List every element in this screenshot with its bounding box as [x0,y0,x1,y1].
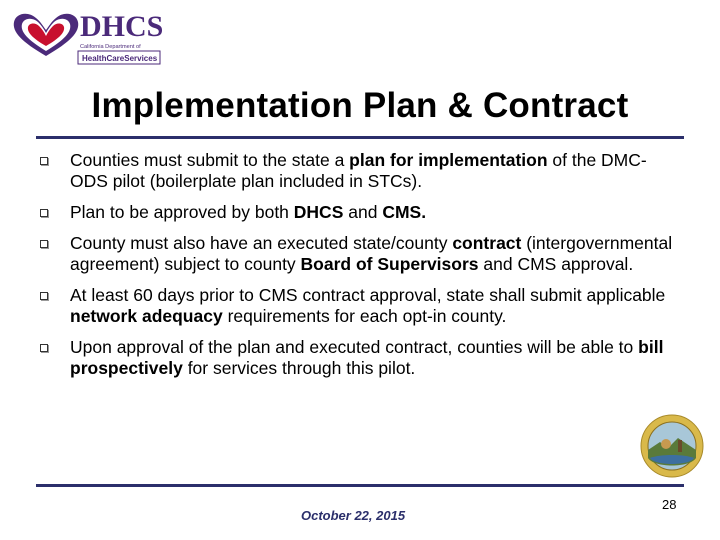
bullet-text-bold: Board of Supervisors [300,254,479,274]
bullet-text-run: and [343,202,383,222]
california-seal-icon [640,414,704,478]
bullet-text [70,202,426,223]
checkbox-bullet-icon [40,344,48,352]
title-divider [36,136,684,139]
bullet-text-run: Counties must submit to the state a [70,150,350,170]
dhcs-heart-logo-icon [10,8,162,66]
checkbox-bullet-icon [40,292,48,300]
bullet-text [70,337,676,379]
checkbox-bullet-icon [40,209,48,217]
bullet-item [36,337,676,379]
bullet-text-run: At least 60 days prior to CMS contract approval, state shall submit applicable [70,285,666,305]
bullet-text-run: for services through this pilot. [182,358,416,378]
bullet-text-bold: contract [452,233,522,253]
bullet-text-bold: bill prospectively [70,337,664,378]
slide-title: Implementation Plan & Contract [91,86,629,125]
checkbox-bullet-icon [40,240,48,248]
bullet-text-run: Upon approval of the plan and executed contract, counties will be able to [70,337,639,357]
bullet-text-run: (intergovernmental agreement) subject to county [70,233,673,274]
svg-text:HealthCareServices: HealthCareServices [82,54,158,63]
page-number: 28 [662,497,677,512]
footer-date: October 22, 2015 [301,508,406,523]
bullet-text-bold: CMS. [382,202,427,222]
bullet-text-run: requirements for each opt-in county. [222,306,507,326]
bullet-text-run: and CMS approval. [478,254,634,274]
bullet-item [36,285,676,327]
footer-divider [36,484,684,487]
bullet-text-run: of the DMC-ODS pilot (boilerplate plan included in STCs). [70,150,647,191]
bullet-item [36,202,676,223]
bullet-text [70,285,676,327]
dhcs-logo [10,8,162,66]
bullet-text-run: Plan to be approved by both [70,202,294,222]
bullet-text-bold: plan for implementation [349,150,548,170]
bullet-text-bold: DHCS [293,202,344,222]
bullet-text-run: County must also have an executed state/county [70,233,453,253]
bullet-text [70,233,676,275]
bullet-list [36,150,676,389]
bullet-text-bold: network adequacy [70,306,223,326]
bullet-item [36,233,676,275]
bullet-text [70,150,676,192]
bullet-item [36,150,676,192]
svg-text:DHCS: DHCS [80,10,162,43]
checkbox-bullet-icon [40,157,48,165]
svg-text:California Department of: California Department of [80,44,141,50]
